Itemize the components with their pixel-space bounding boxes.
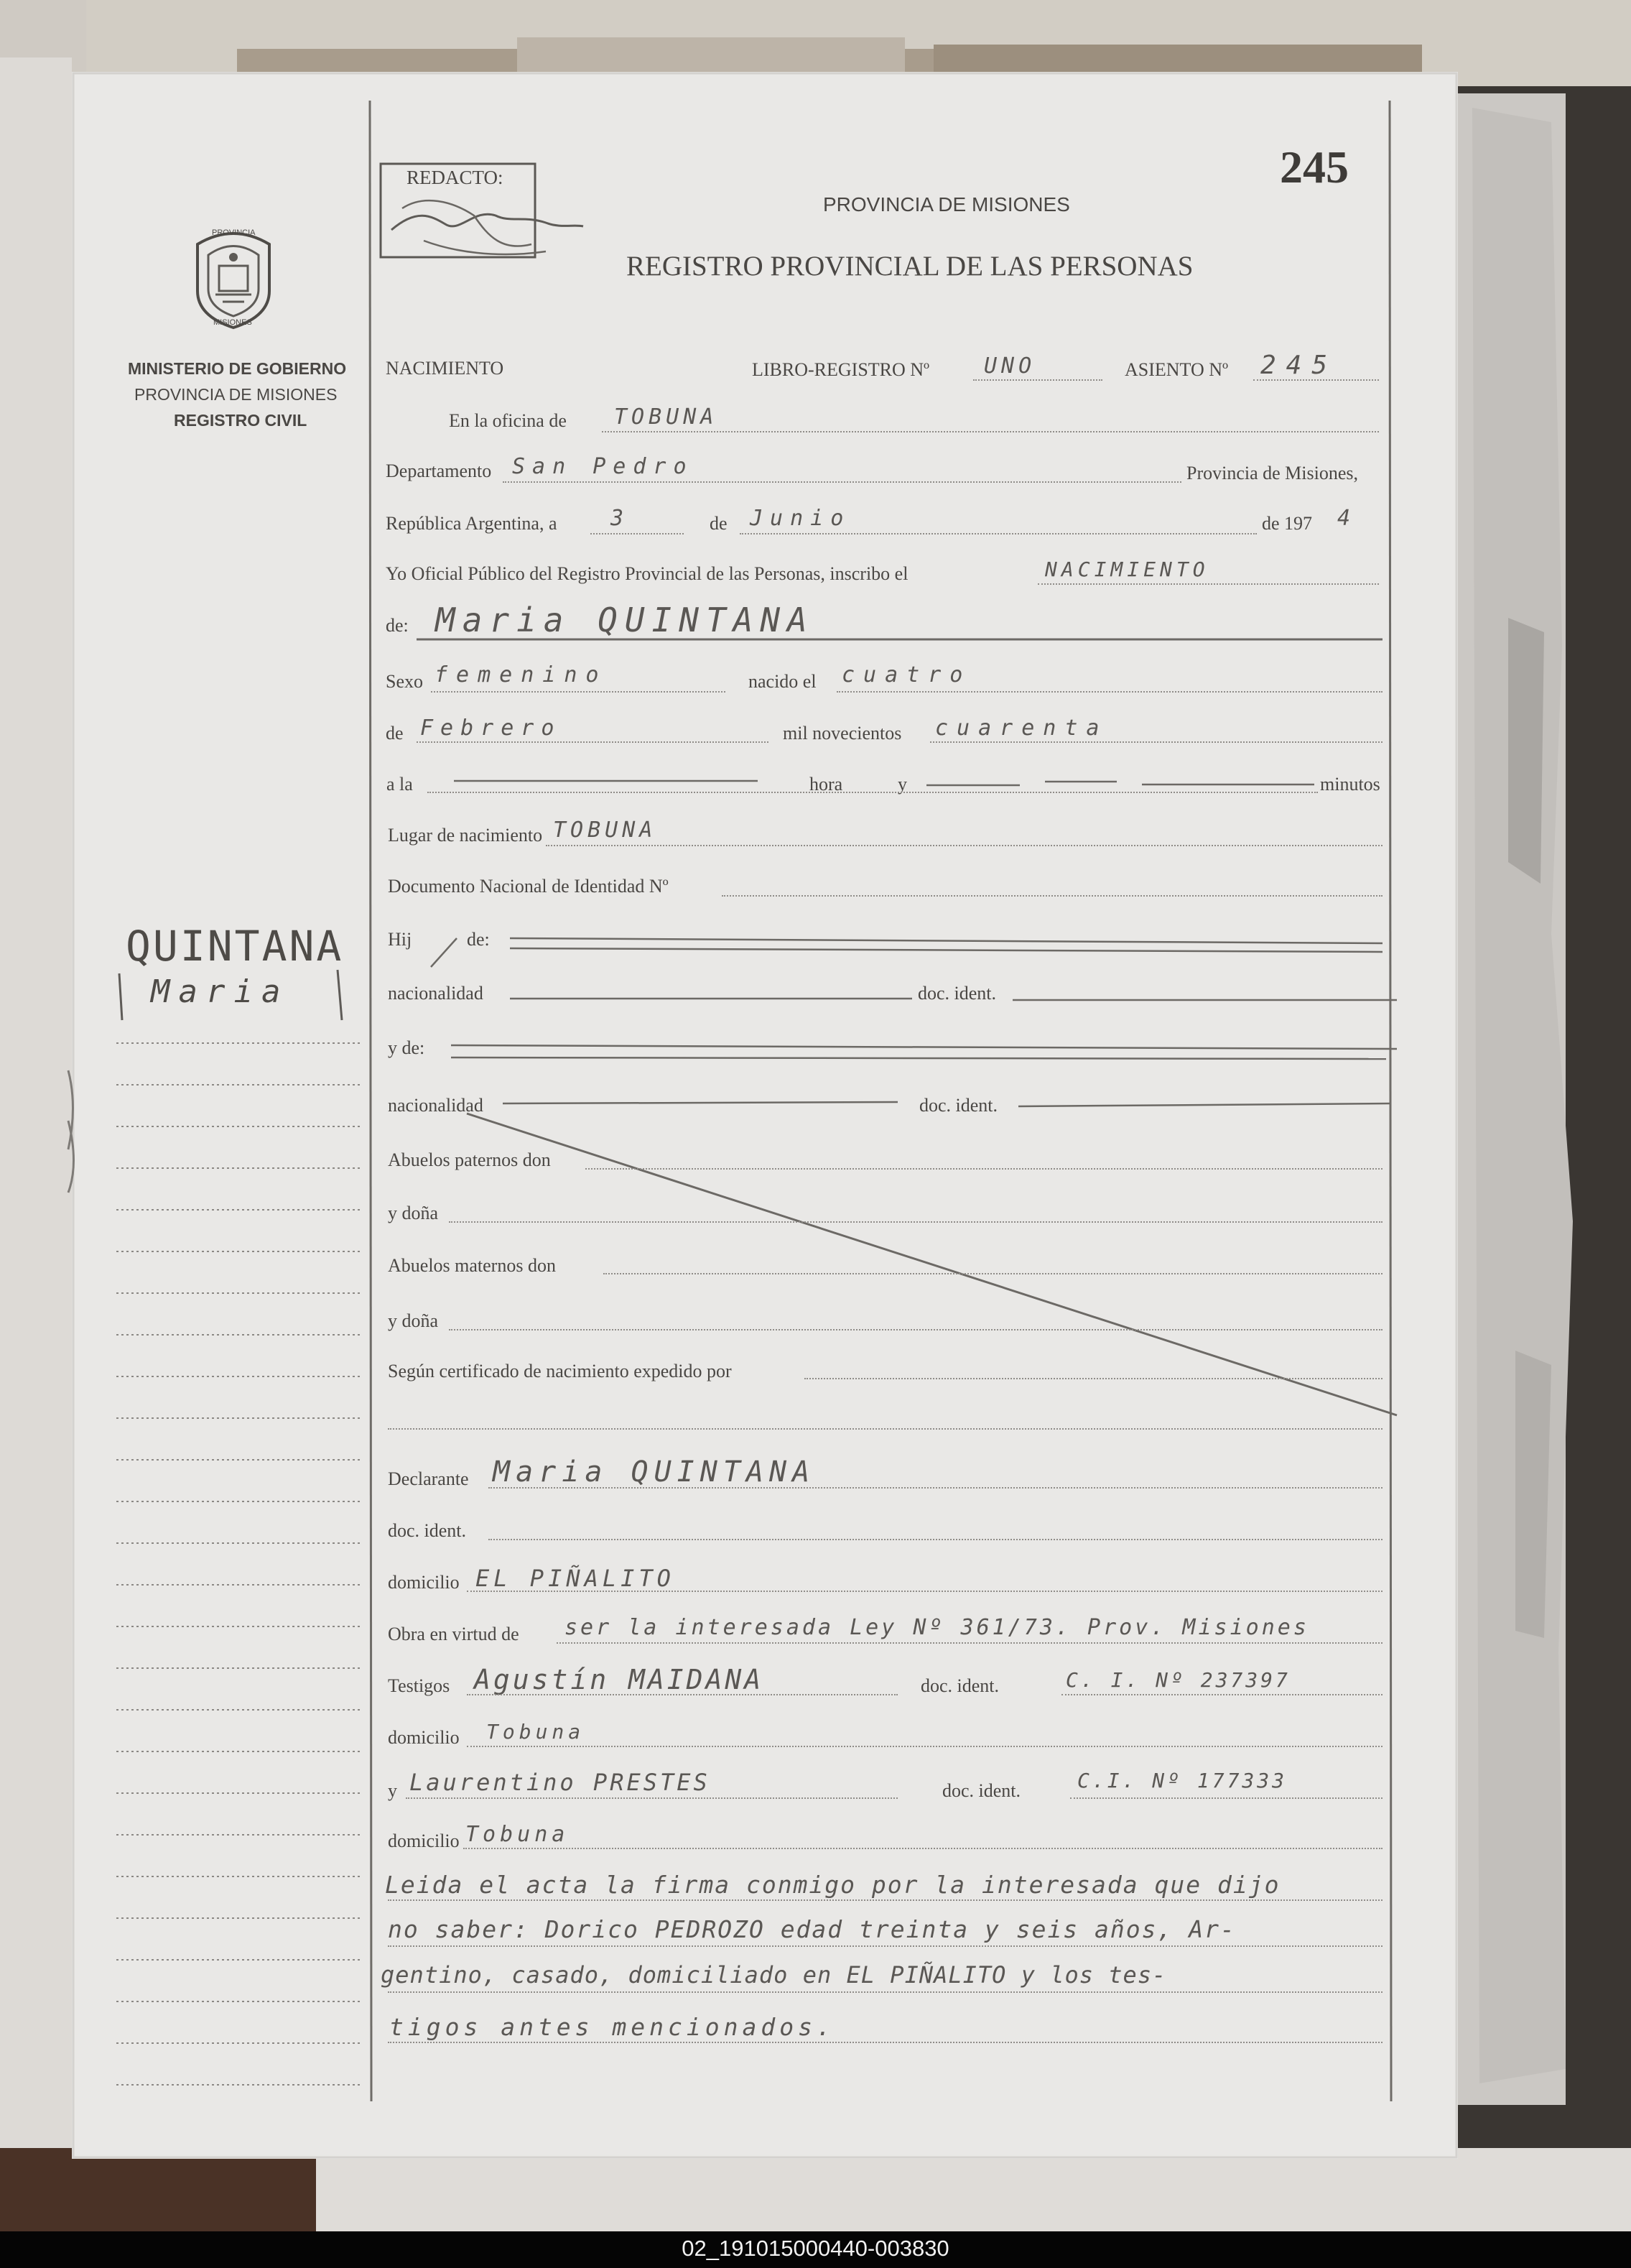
testigo2-doc-value: C.I. Nº 177333 <box>1077 1769 1288 1792</box>
anio-label: de 197 <box>1262 513 1313 534</box>
nacido-value: cuatro <box>842 662 972 688</box>
departamento-value: San Pedro <box>512 454 694 479</box>
testigo1-domicilio-label: domicilio <box>388 1727 460 1748</box>
libro-line <box>973 379 1102 381</box>
margin-surname: QUINTANA <box>126 922 344 971</box>
minutos-label: minutos <box>1320 774 1380 795</box>
persona-value: Maria QUINTANA <box>435 601 814 639</box>
de-mes-label: de <box>710 513 728 534</box>
y-dona-2-label: y doña <box>388 1310 439 1331</box>
y-de-label: y de: <box>388 1037 425 1058</box>
de-nac-mes-label: de <box>386 723 404 744</box>
seal-top-text: PROVINCIA <box>212 228 256 237</box>
doc-ident-2-label: doc. ident. <box>919 1095 998 1116</box>
abuelos-paternos-label: Abuelos paternos don <box>388 1149 551 1170</box>
segun-label: Según certificado de nacimiento expedido por <box>388 1361 732 1381</box>
header-title: REGISTRO PROVINCIAL DE LAS PERSONAS <box>626 251 1194 282</box>
testigo1-doc-line <box>1061 1694 1383 1695</box>
y-dona-1-label: y doña <box>388 1203 439 1223</box>
doc-ident-decl-line <box>488 1539 1383 1540</box>
hij-label: Hij <box>388 929 412 950</box>
dni-line <box>722 895 1383 897</box>
lugar-line <box>546 845 1383 846</box>
nacido-label: nacido el <box>748 671 817 692</box>
sexo-line <box>431 691 725 693</box>
domicilio-value: EL PIÑALITO <box>475 1565 675 1592</box>
file-label: 02_191015000440-003830 <box>682 2236 949 2261</box>
libro-value: UNO <box>984 353 1036 379</box>
y-testigo-label: y <box>388 1780 397 1801</box>
ministry-label: MINISTERIO DE GOBIERNO <box>128 359 347 378</box>
obra-value: ser la interesada Ley Nº 361/73. Prov. Misiones <box>564 1615 1309 1640</box>
nacionalidad-1-label: nacionalidad <box>388 983 483 1004</box>
testigo2-value: Laurentino PRESTES <box>409 1769 710 1796</box>
declarante-line <box>488 1487 1383 1489</box>
republica-label: República Argentina, a <box>386 513 557 534</box>
note-line-1: Leida el acta la firma conmigo por la interesada que dijo <box>385 1871 1281 1899</box>
note-line-4: tigos antes mencionados. <box>389 2013 835 2041</box>
declarante-value: Maria QUINTANA <box>493 1455 816 1489</box>
oficina-label: En la oficina de <box>449 410 567 431</box>
testigo1-value: Agustín MAIDANA <box>474 1664 764 1695</box>
provincia-label: Provincia de Misiones, <box>1186 463 1359 483</box>
form-type-label: NACIMIENTO <box>386 358 504 379</box>
oficina-value: TOBUNA <box>614 404 718 430</box>
testigo1-domicilio-value: Tobuna <box>486 1720 585 1744</box>
segun-line-2 <box>388 1428 1383 1430</box>
redacto-label: REDACTO: <box>406 167 503 188</box>
page-number: 245 <box>1280 142 1349 193</box>
note-rule-3 <box>388 1991 1383 1993</box>
nacionalidad-2-label: nacionalidad <box>388 1095 483 1116</box>
segun-line <box>804 1378 1383 1379</box>
note-rule-2 <box>388 1945 1383 1947</box>
testigo2-domicilio-line <box>463 1848 1383 1849</box>
testigo2-doc-line <box>1070 1797 1383 1799</box>
hora-label: hora <box>809 774 843 795</box>
mes-line <box>740 533 1257 534</box>
domicilio-label: domicilio <box>388 1572 460 1593</box>
asiento-label: ASIENTO Nº <box>1125 359 1229 380</box>
note-line-2: no saber: Dorico PEDROZO edad treinta y seis años, Ar- <box>388 1915 1236 1943</box>
asiento-line <box>1253 379 1379 381</box>
sexo-label: Sexo <box>386 671 423 692</box>
testigo1-domicilio-line <box>467 1746 1383 1747</box>
abuelos-maternos-line <box>603 1273 1383 1274</box>
libro-label: LIBRO-REGISTRO Nº <box>752 359 930 380</box>
testigo1-doc-value: C. I. Nº 237397 <box>1066 1668 1291 1692</box>
departamento-line <box>503 481 1181 483</box>
mil-value: cuarenta <box>935 716 1108 741</box>
testigo2-domicilio-label: domicilio <box>388 1830 460 1851</box>
sexo-value: femenino <box>435 662 608 688</box>
de-persona-label: de: <box>386 615 409 636</box>
inscribo-value: NACIMIENTO <box>1045 557 1209 581</box>
a-la-label: a la <box>386 774 413 795</box>
mil-label: mil novecientos <box>783 723 902 744</box>
note-rule-4 <box>388 2042 1383 2043</box>
domicilio-line <box>467 1591 1383 1592</box>
seal-bottom-text: MISIONES <box>213 318 252 327</box>
testigo2-domicilio-value: Tobuna <box>465 1822 570 1847</box>
testigo2-line <box>406 1797 898 1799</box>
testigo1-line <box>467 1694 898 1695</box>
province-seal-icon <box>183 223 284 330</box>
dia-line <box>590 533 684 534</box>
nac-mes-value: Febrero <box>420 716 562 741</box>
lugar-label: Lugar de nacimiento <box>388 825 543 846</box>
asiento-value: 245 <box>1260 351 1338 380</box>
province-label: PROVINCIA DE MISIONES <box>134 385 338 404</box>
testigo1-doc-label: doc. ident. <box>921 1675 1000 1696</box>
anio-value: 4 <box>1337 506 1355 531</box>
nac-mes-line <box>417 741 768 743</box>
mil-line <box>930 741 1383 743</box>
header-province: PROVINCIA DE MISIONES <box>823 193 1070 216</box>
y-dona-2-line <box>449 1329 1383 1330</box>
abuelos-maternos-label: Abuelos maternos don <box>388 1255 556 1276</box>
abuelos-paternos-line <box>585 1168 1383 1170</box>
y-dona-1-line <box>449 1221 1383 1223</box>
mes-value: Junio <box>750 506 851 531</box>
doc-ident-decl-label: doc. ident. <box>388 1520 467 1541</box>
dia-value: 3 <box>610 506 628 531</box>
inscribo-line <box>1038 583 1379 585</box>
dni-label: Documento Nacional de Identidad Nº <box>388 876 669 897</box>
testigo2-doc-label: doc. ident. <box>942 1780 1021 1801</box>
lugar-value: TOBUNA <box>553 818 657 843</box>
departamento-label: Departamento <box>386 460 492 481</box>
testigos-label: Testigos <box>388 1675 450 1696</box>
registry-label: REGISTRO CIVIL <box>174 411 307 430</box>
hora-line <box>427 792 1318 793</box>
note-rule-1 <box>388 1899 1383 1901</box>
declarante-label: Declarante <box>388 1468 469 1489</box>
y-hora-label: y <box>898 774 907 795</box>
obra-line <box>557 1642 1383 1644</box>
note-line-3: gentino, casado, domiciliado en EL PIÑALITO y los tes- <box>381 1961 1167 1989</box>
doc-ident-1-label: doc. ident. <box>918 983 997 1004</box>
nacido-line <box>837 691 1383 693</box>
obra-label: Obra en virtud de <box>388 1624 519 1644</box>
hij-de-label: de: <box>467 929 490 950</box>
margin-name: Maria <box>151 973 289 1010</box>
yo-oficial-label: Yo Oficial Público del Registro Provincial de las Personas, inscribo el <box>386 563 909 584</box>
oficina-line <box>602 431 1379 432</box>
